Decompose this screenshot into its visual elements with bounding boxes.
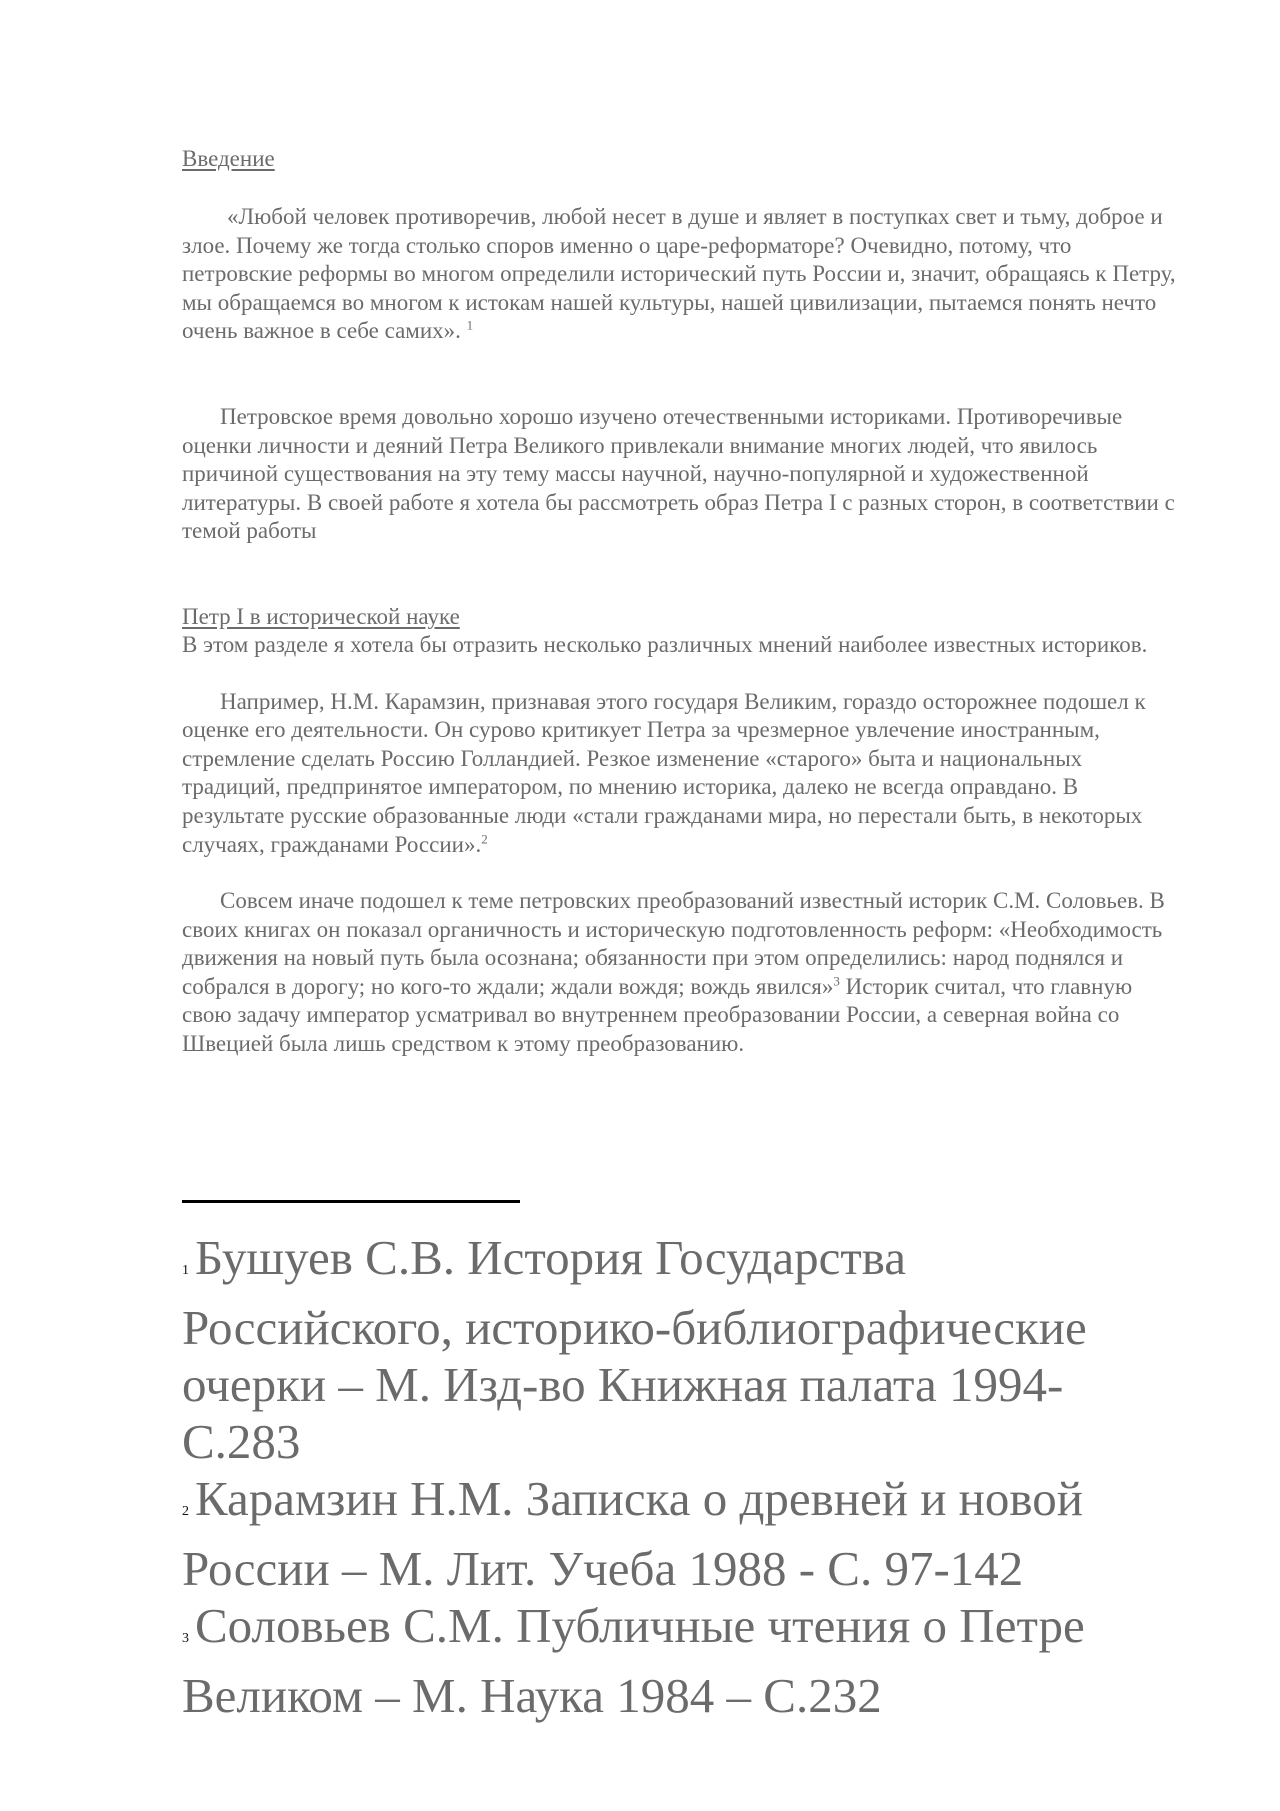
karamzin-paragraph (182, 688, 1182, 860)
footnote-ref-1[interactable]: 1 (466, 317, 474, 333)
footnote-ref-2[interactable]: 2 (481, 830, 488, 846)
footnote-text: Соловьев С.М. Публичные чтения о Петре Великом – М. Наука 1984 – С.232 (182, 1598, 1085, 1723)
footnote-number: 3 (182, 1631, 189, 1646)
karamzin-text: Например, Н.М. Карамзин, признавая этого государя Великим, гораздо осторожнее подошел к оценке его деятельности. Он сурово критикует Петра за чрезмерное увлечение иностранным, стремление сделать Россию Голландией. Резкое изменение «старого» быта и национальных традиций, предпринятое императором, по мнению историка, далеко не всегда оправдано. В результате русские образованные люди «стали гражданами мира, но перестали быть, в некоторых случаях, гражданами России». (182, 688, 1146, 857)
footnote-item (182, 1470, 1182, 1597)
soloviev-paragraph (182, 887, 1182, 1059)
soloviev-text-b: Историк считал, что главную свою задачу император усматривал во внутреннем преобразовании России, а северная война со Швецией была лишь средством к этому преобразованию. (182, 973, 1133, 1057)
footnotes-list (182, 1229, 1182, 1724)
footnote-number: 2 (182, 1504, 189, 1519)
footnote-text: Карамзин Н.М. Записка о древней и новой России – М. Лит. Учеба 1988 - С. 97-142 (182, 1471, 1083, 1596)
footnote-number: 1 (182, 1263, 189, 1278)
section-heading-historical-science: Петр I в исторической науке (182, 603, 460, 629)
footnote-text: Бушуев С.В. История Государства Российского, историко-библиографические очерки – М. Изд-во Книжная палата 1994- С.283 (182, 1230, 1087, 1469)
intro-quote-text: «Любой человек противоречив, любой несет в душе и являет в поступках свет и тьму, доброе и злое. Почему же тогда столько споров именно о царе-реформаторе? Очевидно, потому, что петровские реформы во многом определили исторический путь России и, значит, обращаясь к Петру, мы обращаемся во многом к истокам нашей культуры, нашей цивилизации, пытаемся понять нечто очень важное в себе самих». (182, 204, 1176, 344)
document-body (182, 145, 1182, 1059)
intro-paragraph: Петровское время довольно хорошо изучено отечественными историками. Противоречивые оценки личности и деяний Петра Великого привлекали внимание многих людей, что явилось причиной существования на эту тему массы научной, научно-популярной и художественной литературы. В своей работе я хотела бы рассмотреть образ Петра I с разных сторон, в соответствии с темой работы (182, 403, 1175, 544)
footnote-separator (182, 1200, 520, 1203)
section-lead-paragraph: В этом разделе я хотела бы отразить несколько различных мнений наиболее известных историков. (182, 631, 1148, 657)
footnote-item (182, 1229, 1182, 1470)
intro-quote (182, 203, 1182, 346)
footnote-ref-3[interactable]: 3 (833, 973, 840, 989)
section-heading-introduction: Введение (182, 146, 275, 171)
footnote-item (182, 1597, 1182, 1724)
soloviev-text-a: Совсем иначе подошел к теме петровских преобразований известный историк С.М. Соловьев. В своих книгах он показал органичность и историческую подготовленность реформ: «Необходимость движения на новый путь была осознана; обязанности при этом определились: народ поднялся и собрался в дорогу; но кого-то ждали; ждали вождя; вождь явился» (182, 888, 1165, 999)
